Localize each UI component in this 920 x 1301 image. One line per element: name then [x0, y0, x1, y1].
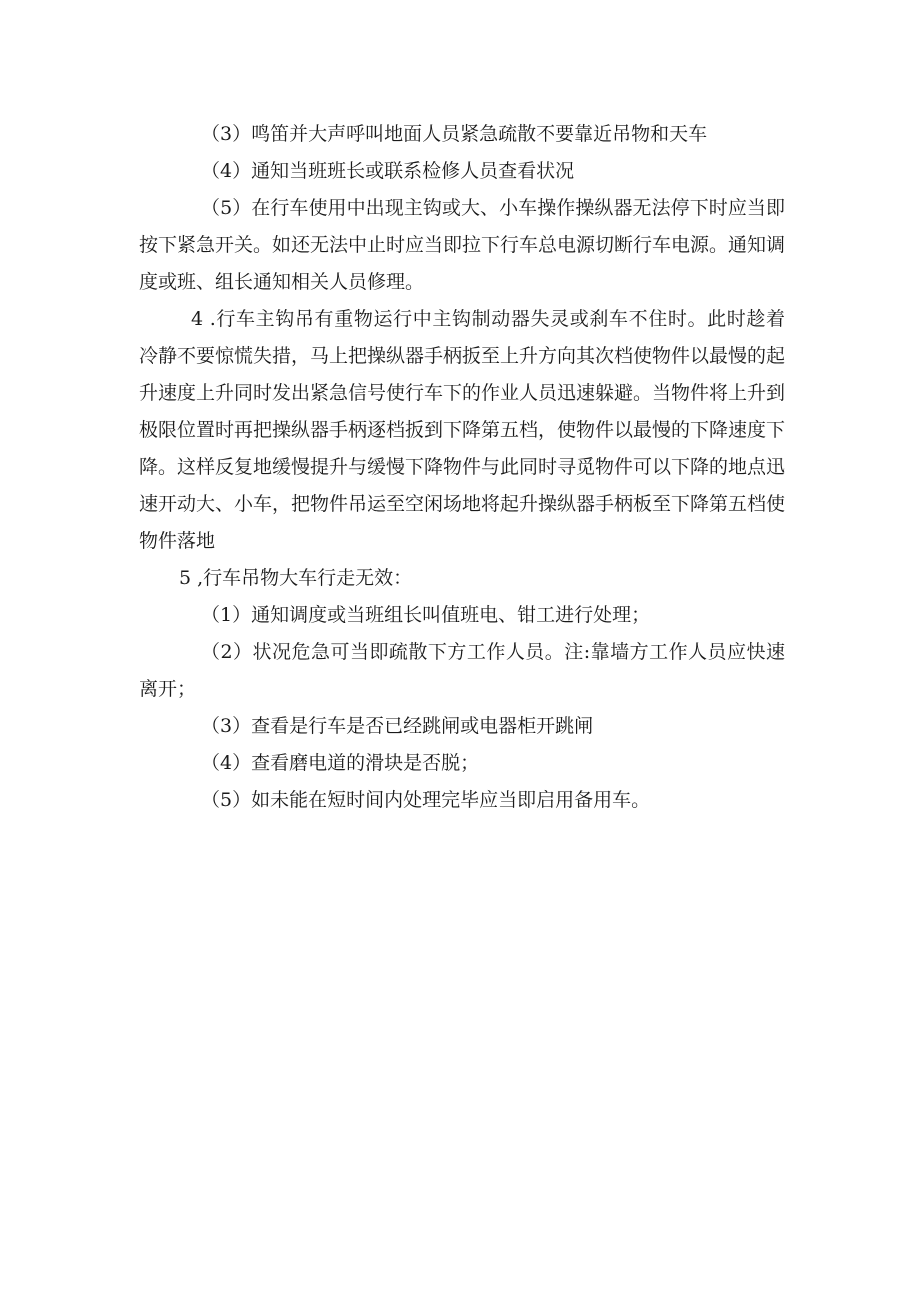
section-4-brake-failure: 4 .行车主钩吊有重物运行中主钩制动器失灵或刹车不住时。此时趁着冷静不要惊慌失措，马上把操纵器手柄扳至上升方向其次档使物件以最慢的起升速度上升同时发出紧急信号使行车下的作业人员迅速躲避。当物件将上升到极限位置时再把操纵器手柄逐档扳到下降第五档，使物件以最慢的下降速度下降。这样反复地缓慢提升与缓慢下降物件与此同时寻觅物件可以下降的地点迅速开动大、小车，把物件吊运至空闲场地将起升操纵器手柄板至下降第五档使物件落地 [139, 308, 786, 552]
section-5-item-2: （2）状况危急可当即疏散下方工作人员。注:靠墙方工作人员应快速离开； [139, 641, 785, 700]
item-5-emergency-switch: （5）在行车使用中出现主钩或大、小车操作操纵器无法停下时应当即按下紧急开关。如还无法中止时应当即拉下行车总电源切断行车电源。通知调度或班、组长通知相关人员修理。 [139, 197, 786, 293]
section-5-item-5: （5）如未能在短时间内处理完毕应当即启用备用车。 [201, 789, 651, 811]
section-5-item-4: （4）查看磨电道的滑块是否脱； [201, 752, 480, 774]
item-3-sound-horn: （3）鸣笛并大声呼叫地面人员紧急疏散不要靠近吊物和天车 [201, 123, 708, 145]
item-4-notify-leader: （4）通知当班班长或联系检修人员查看状况 [201, 160, 575, 182]
section-5-item-3: （3）查看是行车是否已经跳闸或电器柜开跳闸 [201, 715, 594, 737]
document-body [139, 116, 785, 819]
section-5-item-1: （1）通知调度或当班组长叫值班电、钳工进行处理； [201, 604, 651, 626]
section-5-heading: 5 ,行车吊物大车行走无效： [179, 567, 413, 589]
